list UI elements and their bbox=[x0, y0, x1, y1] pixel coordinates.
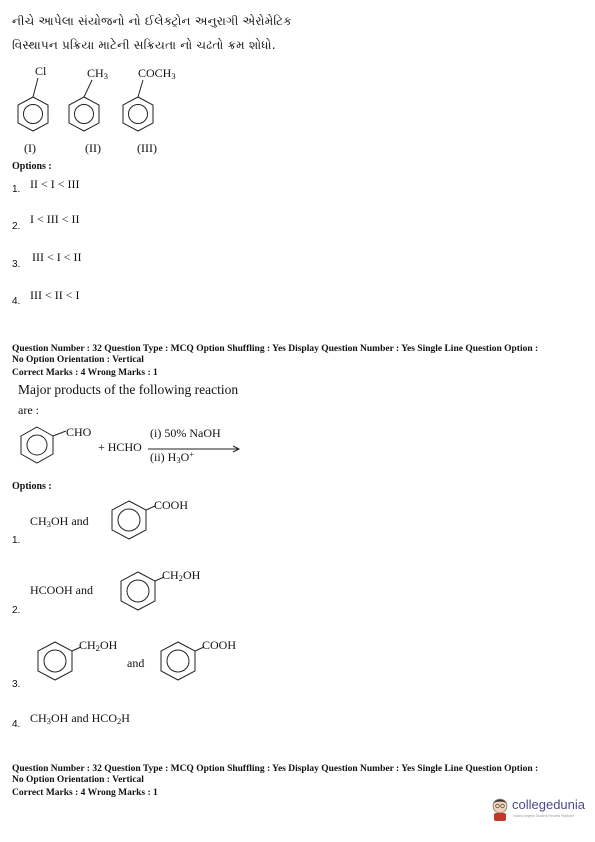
option-1-number: 1. bbox=[12, 535, 21, 546]
option-3-text[interactable]: III < I < II bbox=[32, 250, 82, 264]
question-text-line1: Major products of the following reaction bbox=[18, 382, 239, 397]
question-text-line2: are : bbox=[18, 403, 39, 417]
option-1-benzene-svg bbox=[0, 490, 595, 560]
option-2-benzene-svg bbox=[0, 560, 595, 630]
options-label: Options : bbox=[12, 161, 52, 172]
next-question-marks: Correct Marks : 4 Wrong Marks : 1 bbox=[12, 788, 158, 798]
option-4-number: 4. bbox=[12, 296, 21, 307]
option-1-structure bbox=[0, 490, 595, 560]
condition-1: (i) 50% NaOH bbox=[150, 426, 221, 440]
benzene-ring-II bbox=[69, 97, 99, 131]
benzene-ring-III bbox=[123, 97, 153, 131]
condition-2: (ii) $H_3O^+$ bbox=[150, 450, 195, 466]
substituent-II: $CH_3$ bbox=[87, 66, 108, 82]
substituent-I: Cl bbox=[35, 64, 47, 78]
next-question-meta-line1: Question Number : 32 Question Type : MCQ Option Shuffling : Yes Display Question Number : Yes Single Line Question Option : bbox=[12, 764, 539, 774]
benzene-ring-I bbox=[18, 97, 48, 131]
benzaldehyde-ring bbox=[21, 427, 53, 463]
logo-tagline: India's largest Student Review Platform bbox=[513, 814, 574, 818]
compound-label-I: (I) bbox=[24, 141, 36, 155]
compound-label-III: (III) bbox=[137, 141, 157, 155]
mascot-icon bbox=[488, 796, 512, 822]
option-4-text[interactable]: III < II < I bbox=[30, 288, 80, 302]
substituent-III: $COCH_3$ bbox=[138, 66, 176, 82]
option-2-structure bbox=[0, 560, 595, 630]
option-1-text[interactable]: II < I < III bbox=[30, 177, 80, 191]
option-3-and: and bbox=[127, 656, 145, 670]
option-2-text[interactable]: HCOOH and bbox=[30, 583, 93, 597]
question-meta-line1: Question Number : 32 Question Type : MCQ Option Shuffling : Yes Display Question Number : Yes Single Line Question Option : bbox=[12, 344, 539, 354]
option-2-number: 2. bbox=[12, 605, 21, 616]
option-3-group-2: COOH bbox=[202, 638, 237, 652]
option-3-number: 3. bbox=[12, 679, 21, 690]
question-text-line1: નીચે આપેલા સંયોજનો નો ઈલેક્ટ્રોન અનુરાગી એરોમેટિક bbox=[12, 14, 292, 28]
options-label: Options : bbox=[12, 481, 52, 492]
option-1-text[interactable]: $CH_3OH$ and bbox=[30, 514, 89, 530]
option-2-group: $CH_2OH$ bbox=[162, 568, 201, 584]
question-text-line2: વિસ્થાપન પ્રક્રિયા માટેની સક્રિયતા નો ચઢતો ક્રમ શોધો. bbox=[12, 38, 276, 52]
benzoic-acid-ring bbox=[161, 642, 195, 680]
collegedunia-logo[interactable] bbox=[488, 794, 588, 828]
option-2-number: 2. bbox=[12, 221, 21, 232]
question-marks: Correct Marks : 4 Wrong Marks : 1 bbox=[12, 368, 158, 378]
next-question-meta-line2: No Option Orientation : Vertical bbox=[12, 775, 144, 785]
reactant-group: CHO bbox=[66, 425, 92, 439]
benzyl-alcohol-ring bbox=[38, 642, 72, 680]
option-3-number: 3. bbox=[12, 259, 21, 270]
reagent: + HCHO bbox=[98, 440, 142, 454]
option-4-text[interactable]: $CH_3OH$ and $HCO_2H$ bbox=[30, 711, 130, 727]
question-meta-line2: No Option Orientation : Vertical bbox=[12, 355, 144, 365]
option-1-number: 1. bbox=[12, 184, 21, 195]
option-4-number: 4. bbox=[12, 719, 21, 730]
option-3-group-1: $CH_2OH$ bbox=[79, 638, 118, 654]
compound-label-II: (II) bbox=[85, 141, 101, 155]
option-2-text[interactable]: I < III < II bbox=[30, 212, 80, 226]
benzoic-acid-ring bbox=[112, 501, 146, 539]
logo-name: collegedunia bbox=[512, 797, 586, 812]
option-1-group: COOH bbox=[154, 498, 189, 512]
benzyl-alcohol-ring bbox=[121, 572, 155, 610]
